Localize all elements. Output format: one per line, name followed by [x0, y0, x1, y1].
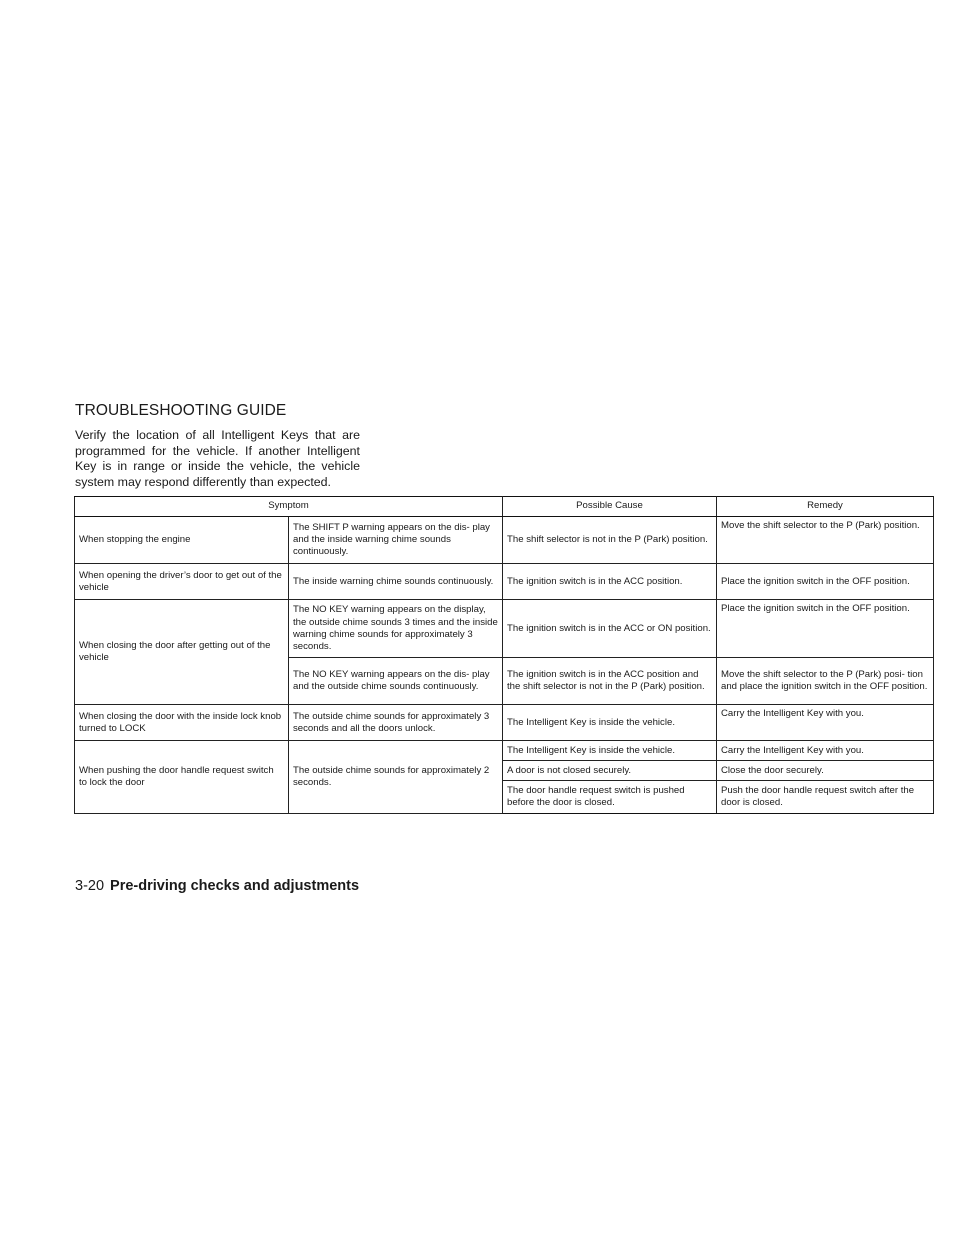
cause-cell: The ignition switch is in the ACC position and the shift selector is not in the P (Park) position. [503, 658, 717, 705]
cause-cell: The shift selector is not in the P (Park) position. [503, 517, 717, 564]
table-row [75, 600, 934, 658]
page-footer [75, 878, 359, 894]
symptom-cell: The NO KEY warning appears on the display, the outside chime sounds 3 times and the inside warning chime sounds for approximately 3 seconds. [289, 600, 503, 658]
remedy-cell: Move the shift selector to the P (Park) position. [717, 517, 934, 564]
symptom-cell: The inside warning chime sounds continuously. [289, 564, 503, 600]
remedy-cell: Close the door securely. [717, 761, 934, 781]
header-remedy: Remedy [717, 497, 934, 517]
condition-cell: When closing the door with the inside lock knob turned to LOCK [75, 705, 289, 741]
cause-cell: The door handle request switch is pushed before the door is closed. [503, 781, 717, 814]
section-title: TROUBLESHOOTING GUIDE [75, 402, 287, 419]
table-row [75, 705, 934, 741]
symptom-cell: The outside chime sounds for approximately 3 seconds and all the doors unlock. [289, 705, 503, 741]
page-number: 3-20 [75, 878, 105, 894]
cause-cell: The ignition switch is in the ACC position. [503, 564, 717, 600]
condition-cell: When stopping the engine [75, 517, 289, 564]
remedy-cell: Push the door handle request switch after the door is closed. [717, 781, 934, 814]
condition-cell: When opening the driver’s door to get out of the vehicle [75, 564, 289, 600]
cause-cell: The Intelligent Key is inside the vehicle. [503, 705, 717, 741]
remedy-cell: Carry the Intelligent Key with you. [717, 705, 934, 741]
cause-cell: The Intelligent Key is inside the vehicle. [503, 741, 717, 761]
remedy-cell: Place the ignition switch in the OFF position. [717, 600, 934, 658]
troubleshooting-table [74, 496, 934, 814]
symptom-cell: The NO KEY warning appears on the dis- play and the outside chime sounds continuously. [289, 658, 503, 705]
table-row [75, 564, 934, 600]
cause-cell: A door is not closed securely. [503, 761, 717, 781]
chapter-title: Pre-driving checks and adjustments [110, 878, 360, 894]
cause-cell: The ignition switch is in the ACC or ON position. [503, 600, 717, 658]
header-symptom: Symptom [75, 497, 503, 517]
intro-paragraph: Verify the location of all Intelligent Keys that are programmed for the vehicle. If another Intelligent Key is in range or inside the vehicle, the vehicle system may respond differently than expected. [75, 428, 360, 489]
table-row [75, 741, 934, 761]
remedy-cell: Move the shift selector to the P (Park) posi- tion and place the ignition switch in the OFF position. [717, 658, 934, 705]
symptom-cell: The SHIFT P warning appears on the dis- play and the inside warning chime sounds continuously. [289, 517, 503, 564]
condition-cell: When closing the door after getting out of the vehicle [75, 600, 289, 705]
remedy-cell: Carry the Intelligent Key with you. [717, 741, 934, 761]
header-possible-cause: Possible Cause [503, 497, 717, 517]
symptom-cell: The outside chime sounds for approximately 2 seconds. [289, 741, 503, 814]
table-row [75, 517, 934, 564]
remedy-cell: Place the ignition switch in the OFF position. [717, 564, 934, 600]
condition-cell: When pushing the door handle request switch to lock the door [75, 741, 289, 814]
table-header-row [75, 497, 934, 517]
